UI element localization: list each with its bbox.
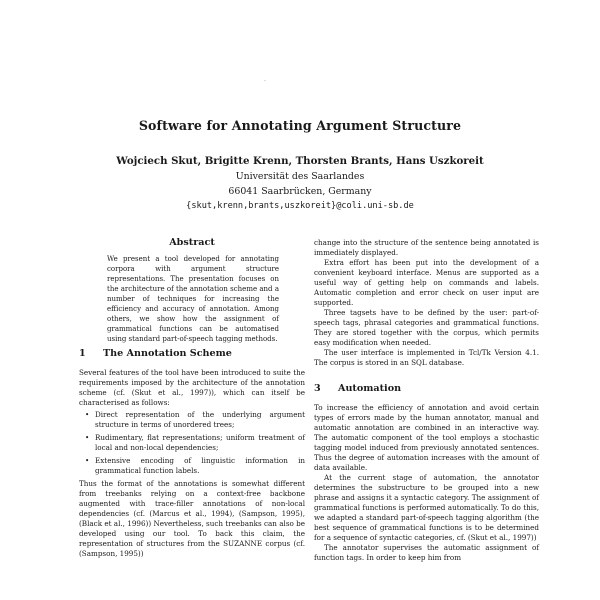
author-list: Wojciech Skut, Brigitte Krenn, Thorsten Brants, Hans Uszkoreit (116, 155, 484, 167)
paragraph: Three tagsets have to be defined by the user: part-of-speech tags, phrasal categories and grammatical functions. They are stored together with the corpus, which permits easy modification when needed. (314, 308, 539, 347)
address: 66041 Saarbrücken, Germany (228, 186, 372, 197)
affiliation: Universität des Saarlandes (235, 171, 365, 182)
section-1-after: Thus the format of the annotations is somewhat different from treebanks relying on a context-free backbone augmented with trace-filler annotations of non-local dependencies (cf. (Marcus et al., 1994), (Sampson, 1995), (Black et al., 1996)) Nevertheless, such treebanks can also be developed using our tool. To back this claim, the representation of structures from the SUZANNE corpus (cf. (Sampson, 1995)) (79, 479, 305, 558)
feature-item: • Extensive encoding of linguistic information in grammatical function labels. (95, 456, 305, 476)
paragraph: At the current stage of automation, the annotator determines the substructure to be grouped into a new phrase and assigns it a syntactic category. The assignment of grammatical functions is performed automatically. To do this, we adapted a standard part-of-speech tagging algorithm (the best sequence of grammatical functions is to be determined for a sequence of syntactic categories, cf. (Skut et al., 1997)) (314, 473, 539, 542)
continued-paragraph: change into the structure of the sentence being annotated is immediately displayed. (314, 238, 539, 257)
feature-item: • Direct representation of the underlying argument structure in terms of unordered trees; (95, 410, 305, 430)
paragraph: To increase the efficiency of annotation and avoid certain types of errors made by the human annotator, manual and automatic annotation are combined in an interactive way. The automatic component of the tool employs a stochastic tagging model induced from previously annotated sentences. Thus the degree of automation increases with the amount of data available. (314, 403, 539, 472)
author-email: {skut,krenn,brants,uszkoreit}@coli.uni-sb.de (186, 201, 414, 211)
section-3-number: 3 (314, 383, 321, 394)
abstract-text: We present a tool developed for annotating corpora with argument structure representations. The presentation focuses on the architecture of the annotation scheme and a number of techniques for increasing the efficiency and accuracy of annotation. Among others, we show how the assignment of grammatical functions can be automatised using standard part-of-speech tagging methods. (107, 255, 279, 343)
page-mark: · (264, 78, 266, 85)
section-1-intro: Several features of the tool have been introduced to suite the requirements imposed by the architecture of the annotation scheme (cf. (Skut et al., 1997)), which can itself be characterised as follows: (79, 368, 305, 407)
abstract-heading: Abstract (169, 237, 215, 248)
right-column-top (314, 238, 539, 368)
section-3-body (314, 403, 539, 563)
paragraph: Extra effort has been put into the development of a convenient keyboard interface. Menus are supported as a useful way of getting help on commands and labels. Automatic completion and error check on user input are supported. (314, 258, 539, 307)
section-3-heading (314, 383, 401, 394)
paper-title: Software for Annotating Argument Structure (138, 118, 462, 133)
feature-item: • Rudimentary, flat representations; uniform treatment of local and non-local dependencies; (95, 433, 305, 453)
feature-list (79, 410, 305, 476)
section-1-heading (79, 348, 232, 359)
paragraph: The annotator supervises the automatic assignment of function tags. In order to keep him from (314, 543, 539, 562)
section-1-title: The Annotation Scheme (103, 348, 232, 359)
section-3-title: Automation (338, 383, 402, 394)
paragraph: The user interface is implemented in Tcl/Tk Version 4.1. The corpus is stored in an SQL database. (314, 348, 539, 367)
section-1-number: 1 (79, 348, 86, 359)
section-1-body (79, 368, 305, 559)
